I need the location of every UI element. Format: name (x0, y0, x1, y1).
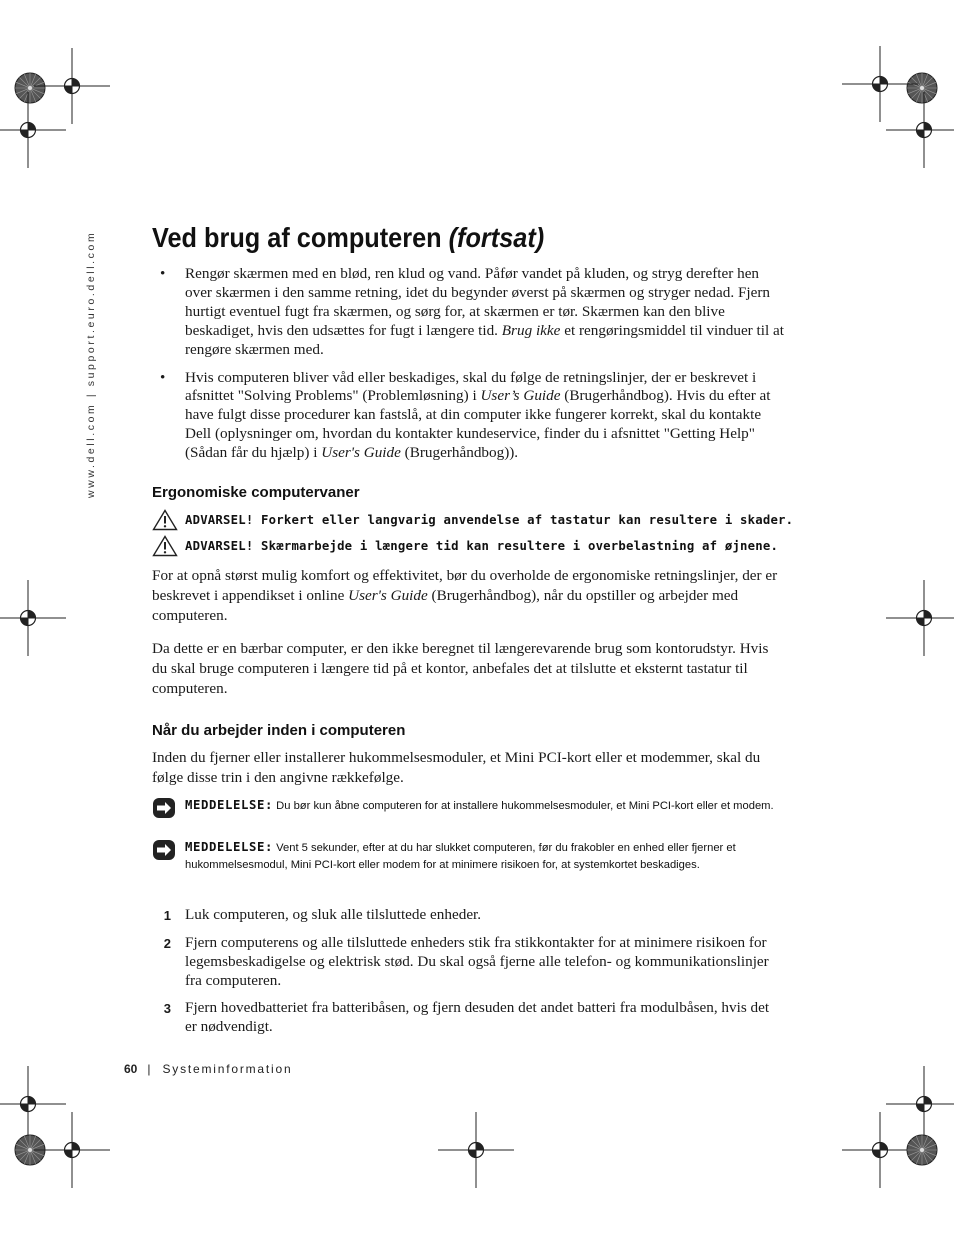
bullet-text-part: (Brugerhåndbog)). (400, 444, 519, 462)
paragraph-text: (Brugerhåndbog), når du opstiller og arbejder med computeren. (152, 587, 739, 625)
page-number: 60 (124, 1062, 138, 1076)
step-item (152, 933, 784, 990)
step-number: 1 (163, 908, 171, 923)
paragraph-emphasis: User's Guide (348, 587, 428, 605)
sidebar-url: www.dell.com | support.euro.dell.com (85, 230, 97, 498)
bullet-emphasis: User's Guide (321, 444, 401, 462)
step-text: Fjern hovedbatteriet fra batteribåsen, og fjern desuden det andet batteri fra modulbåsen, hvis det er nødvendigt. (185, 999, 770, 1035)
paragraph-text: For at opnå størst mulig komfort og effektivitet, bør du overholde de ergonomiske retningslinjer, der er beskrevet i appendikset i online (152, 567, 778, 605)
paragraph: Inden du fjerner eller installerer hukommelsesmoduler, et Mini PCI-kort eller et modemmer, skal du følge disse trin i den angivne rækkefølge. (152, 749, 761, 787)
step-text: Luk computeren, og sluk alle tilsluttede enheder. (185, 906, 482, 923)
bullet-text-part: et rengøringsmiddel til vinduer til at rengøre skærmen med. (185, 321, 784, 358)
list-item (152, 369, 784, 464)
notice-icon (152, 797, 176, 819)
warning-text: ADVARSEL! Skærmarbejde i længere tid kan resultere i overbelastning af øjnene. (185, 539, 779, 553)
notice-body: Vent 5 sekunder, efter at du har slukket computeren, før du frakobler en enhed eller fjerner et hukommelsesmodul, Mini PCI-kort eller modem for at minimere risikoen for, at systemkortet beskadiges. (185, 842, 736, 871)
notice-text (185, 839, 785, 874)
step-item (152, 998, 784, 1036)
paragraph (152, 566, 784, 627)
bullet-symbol: • (160, 368, 166, 386)
warning-triangle-icon (152, 535, 178, 557)
bullet-text-part: Hvis computeren bliver våd eller beskadiges, skal du følge de retningslinjer, der er beskrevet i afsnittet "Solving Problems" (Problemløsning) i (185, 368, 757, 405)
warning-text: ADVARSEL! Forkert eller langvarig anvendelse af tastatur kan resultere i skader. (185, 513, 794, 527)
notice-label: MEDDELELSE: (185, 840, 274, 854)
section-heading-ergonomics: Ergonomiske computervaner (152, 484, 360, 501)
bullet-text-part: Rengør skærmen med en blød, ren klud og vand. Påfør vandet på kluden, og stryg derefter hen over skærmen i den samme retning, idet du begynder øverst på skærmen og stryger nedad. Fjern hurtigt eventuel fugt fra skærmen, og sørg for, at skærmen er tør. Skærmen kan den blive beskadiget, hvis den udsættes for fugt i længere tid. (185, 265, 771, 339)
step-item (152, 905, 784, 925)
paragraph: Da dette er en bærbar computer, er den ikke beregnet til længerevarende brug som kontorudstyr. Hvis du skal bruge computeren i længere tid på et kontor, anbefales det at tilslutte et eksternt tastatur til computeren. (152, 640, 769, 698)
bullet-text (185, 369, 784, 464)
bullet-emphasis: User’s Guide (480, 387, 561, 405)
bullet-text (185, 265, 784, 360)
step-number: 3 (163, 1001, 171, 1016)
page-title-continued: (fortsat) (448, 222, 545, 253)
notice-icon (152, 839, 176, 861)
bullet-emphasis: Brug ikke (501, 321, 561, 339)
warning (152, 535, 778, 557)
page-title-main: Ved brug af computeren (152, 222, 449, 253)
section-heading-inside-computer: Når du arbejder inden i computeren (152, 722, 406, 739)
bullet-list (152, 265, 784, 472)
bullet-symbol: • (160, 265, 166, 282)
list-item (152, 265, 784, 360)
footer-section-name: Systeminformation (162, 1062, 293, 1076)
step-text: Fjern computerens og alle tilsluttede enheders stik fra stikkontakter for at minimere risikoen for legemsbeskadigelse og elektrisk stød. Du skal også fjerne alle telefon- og kommunikationslinjer fra computeren. (185, 934, 769, 989)
step-number: 2 (163, 936, 171, 951)
warning (152, 509, 793, 531)
warning-triangle-icon (152, 509, 178, 531)
notice-body: Du bør kun åbne computeren for at installere hukommelsesmoduler, et Mini PCI-kort eller et modem. (273, 800, 774, 812)
notice-label: MEDDELELSE: (185, 798, 274, 812)
page-footer (124, 1062, 292, 1076)
bullet-text-part: (Brugerhåndbog). Hvis du efter at have fulgt disse procedurer kan fastslå, at din computer ikke fungerer korrekt, skal du kontakte Dell (oplysninger om, hvordan du kontakter kundeservice, finder du i afsnittet "Getting Help" (Sådan får du hjælp) i (185, 387, 771, 462)
notice (152, 797, 785, 819)
footer-separator: | (147, 1062, 151, 1076)
page-title (152, 222, 544, 254)
notice-text (185, 797, 785, 819)
notice (152, 839, 785, 874)
